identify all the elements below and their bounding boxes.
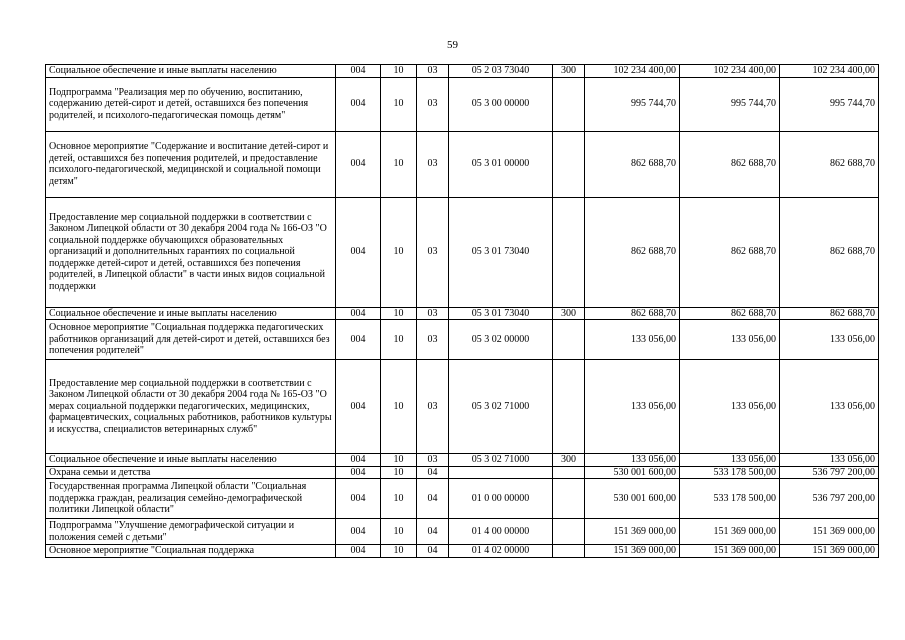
section-code: 10 — [381, 519, 417, 545]
amount-year-1: 151 369 000,00 — [585, 519, 680, 545]
section-code: 10 — [381, 479, 417, 519]
amount-year-3: 133 056,00 — [780, 360, 879, 454]
table-row — [46, 131, 879, 197]
amount-year-2: 533 178 500,00 — [680, 479, 780, 519]
amount-year-3: 995 744,70 — [780, 77, 879, 131]
ved-code: 004 — [336, 545, 381, 558]
subsection-code: 03 — [417, 307, 449, 320]
amount-year-1: 530 001 600,00 — [585, 479, 680, 519]
expense-type-code — [553, 360, 585, 454]
amount-year-2: 862 688,70 — [680, 197, 780, 307]
amount-year-3: 862 688,70 — [780, 307, 879, 320]
row-name: Предоставление мер социальной поддержки в соответствии с Законом Липецкой области от 30 декабря 2004 года № 165-ОЗ "О мерах социальной поддержки педагогических, медицинских, фармацевтических, социальных работников, работников культуры и искусства, специалистов ветеринарных служб" — [46, 360, 336, 454]
target-article-code: 05 3 00 00000 — [449, 77, 553, 131]
amount-year-3: 536 797 200,00 — [780, 479, 879, 519]
ved-code: 004 — [336, 131, 381, 197]
amount-year-3: 536 797 200,00 — [780, 466, 879, 479]
ved-code: 004 — [336, 77, 381, 131]
section-code: 10 — [381, 545, 417, 558]
target-article-code: 05 3 01 00000 — [449, 131, 553, 197]
amount-year-1: 862 688,70 — [585, 307, 680, 320]
expense-type-code: 300 — [553, 65, 585, 78]
row-name: Основное мероприятие "Социальная поддержка педагогических работников организаций для детей-сирот и детей, оставшихся без попечения родителей" — [46, 320, 336, 360]
table-row — [46, 320, 879, 360]
amount-year-2: 995 744,70 — [680, 77, 780, 131]
amount-year-3: 151 369 000,00 — [780, 545, 879, 558]
subsection-code: 04 — [417, 519, 449, 545]
amount-year-1: 862 688,70 — [585, 131, 680, 197]
row-name: Социальное обеспечение и иные выплаты населению — [46, 307, 336, 320]
section-code: 10 — [381, 466, 417, 479]
amount-year-1: 133 056,00 — [585, 320, 680, 360]
ved-code: 004 — [336, 320, 381, 360]
target-article-code: 05 2 03 73040 — [449, 65, 553, 78]
row-name: Основное мероприятие "Социальная поддержка — [46, 545, 336, 558]
amount-year-1: 102 234 400,00 — [585, 65, 680, 78]
expense-type-code — [553, 320, 585, 360]
subsection-code: 04 — [417, 545, 449, 558]
amount-year-2: 151 369 000,00 — [680, 545, 780, 558]
subsection-code: 03 — [417, 454, 449, 467]
expense-type-code — [553, 197, 585, 307]
ved-code: 004 — [336, 65, 381, 78]
budget-table — [45, 64, 879, 558]
section-code: 10 — [381, 77, 417, 131]
target-article-code: 05 3 02 00000 — [449, 320, 553, 360]
ved-code: 004 — [336, 360, 381, 454]
ved-code: 004 — [336, 197, 381, 307]
amount-year-3: 862 688,70 — [780, 131, 879, 197]
table-row — [46, 466, 879, 479]
table-row — [46, 454, 879, 467]
amount-year-2: 133 056,00 — [680, 360, 780, 454]
expense-type-code — [553, 77, 585, 131]
amount-year-3: 102 234 400,00 — [780, 65, 879, 78]
target-article-code: 01 4 00 00000 — [449, 519, 553, 545]
amount-year-2: 133 056,00 — [680, 454, 780, 467]
table-row — [46, 77, 879, 131]
target-article-code: 01 0 00 00000 — [449, 479, 553, 519]
ved-code: 004 — [336, 466, 381, 479]
ved-code: 004 — [336, 479, 381, 519]
amount-year-1: 862 688,70 — [585, 197, 680, 307]
table-row — [46, 519, 879, 545]
amount-year-2: 133 056,00 — [680, 320, 780, 360]
row-name: Охрана семьи и детства — [46, 466, 336, 479]
subsection-code: 03 — [417, 197, 449, 307]
ved-code: 004 — [336, 307, 381, 320]
section-code: 10 — [381, 307, 417, 320]
subsection-code: 03 — [417, 77, 449, 131]
amount-year-1: 133 056,00 — [585, 454, 680, 467]
row-name: Основное мероприятие "Содержание и воспитание детей-сирот и детей, оставшихся без попечения родителей, и предоставление психолого-педагогической, медицинской и социальной помощи детям" — [46, 131, 336, 197]
row-name: Социальное обеспечение и иные выплаты населению — [46, 65, 336, 78]
table-row — [46, 360, 879, 454]
row-name: Социальное обеспечение и иные выплаты населению — [46, 454, 336, 467]
target-article-code — [449, 466, 553, 479]
subsection-code: 04 — [417, 479, 449, 519]
amount-year-3: 133 056,00 — [780, 320, 879, 360]
expense-type-code: 300 — [553, 307, 585, 320]
ved-code: 004 — [336, 519, 381, 545]
expense-type-code — [553, 519, 585, 545]
amount-year-1: 133 056,00 — [585, 360, 680, 454]
ved-code: 004 — [336, 454, 381, 467]
subsection-code: 03 — [417, 320, 449, 360]
section-code: 10 — [381, 197, 417, 307]
amount-year-3: 133 056,00 — [780, 454, 879, 467]
table-row — [46, 545, 879, 558]
subsection-code: 04 — [417, 466, 449, 479]
table-row — [46, 197, 879, 307]
amount-year-3: 862 688,70 — [780, 197, 879, 307]
section-code: 10 — [381, 454, 417, 467]
table-row — [46, 307, 879, 320]
amount-year-1: 151 369 000,00 — [585, 545, 680, 558]
target-article-code: 01 4 02 00000 — [449, 545, 553, 558]
target-article-code: 05 3 02 71000 — [449, 360, 553, 454]
section-code: 10 — [381, 320, 417, 360]
amount-year-3: 151 369 000,00 — [780, 519, 879, 545]
table-row — [46, 479, 879, 519]
amount-year-2: 862 688,70 — [680, 307, 780, 320]
amount-year-2: 151 369 000,00 — [680, 519, 780, 545]
expense-type-code — [553, 479, 585, 519]
expense-type-code — [553, 466, 585, 479]
subsection-code: 03 — [417, 131, 449, 197]
section-code: 10 — [381, 131, 417, 197]
row-name: Государственная программа Липецкой области "Социальная поддержка граждан, реализация семейно-демографической политики Липецкой области" — [46, 479, 336, 519]
amount-year-2: 102 234 400,00 — [680, 65, 780, 78]
amount-year-2: 533 178 500,00 — [680, 466, 780, 479]
section-code: 10 — [381, 360, 417, 454]
table-row — [46, 65, 879, 78]
expense-type-code — [553, 131, 585, 197]
page-number: 59 — [447, 39, 458, 51]
amount-year-1: 530 001 600,00 — [585, 466, 680, 479]
amount-year-2: 862 688,70 — [680, 131, 780, 197]
expense-type-code — [553, 545, 585, 558]
target-article-code: 05 3 01 73040 — [449, 307, 553, 320]
expense-type-code: 300 — [553, 454, 585, 467]
subsection-code: 03 — [417, 360, 449, 454]
row-name: Подпрограмма "Улучшение демографической ситуации и положения семей с детьми" — [46, 519, 336, 545]
row-name: Предоставление мер социальной поддержки в соответствии с Законом Липецкой области от 30 декабря 2004 года № 166-ОЗ "О социальной поддержке обучающихся образовательных организаций и дополнительных гарантиях по социальной поддержке детей-сирот и детей, оставшихся без попечения родителей, в Липецкой области" в части иных видов социальной поддержки — [46, 197, 336, 307]
section-code: 10 — [381, 65, 417, 78]
target-article-code: 05 3 01 73040 — [449, 197, 553, 307]
amount-year-1: 995 744,70 — [585, 77, 680, 131]
subsection-code: 03 — [417, 65, 449, 78]
row-name: Подпрограмма "Реализация мер по обучению, воспитанию, содержанию детей-сирот и детей, оставшихся без попечения родителей, и психолого-педагогическая помощь детям" — [46, 77, 336, 131]
target-article-code: 05 3 02 71000 — [449, 454, 553, 467]
